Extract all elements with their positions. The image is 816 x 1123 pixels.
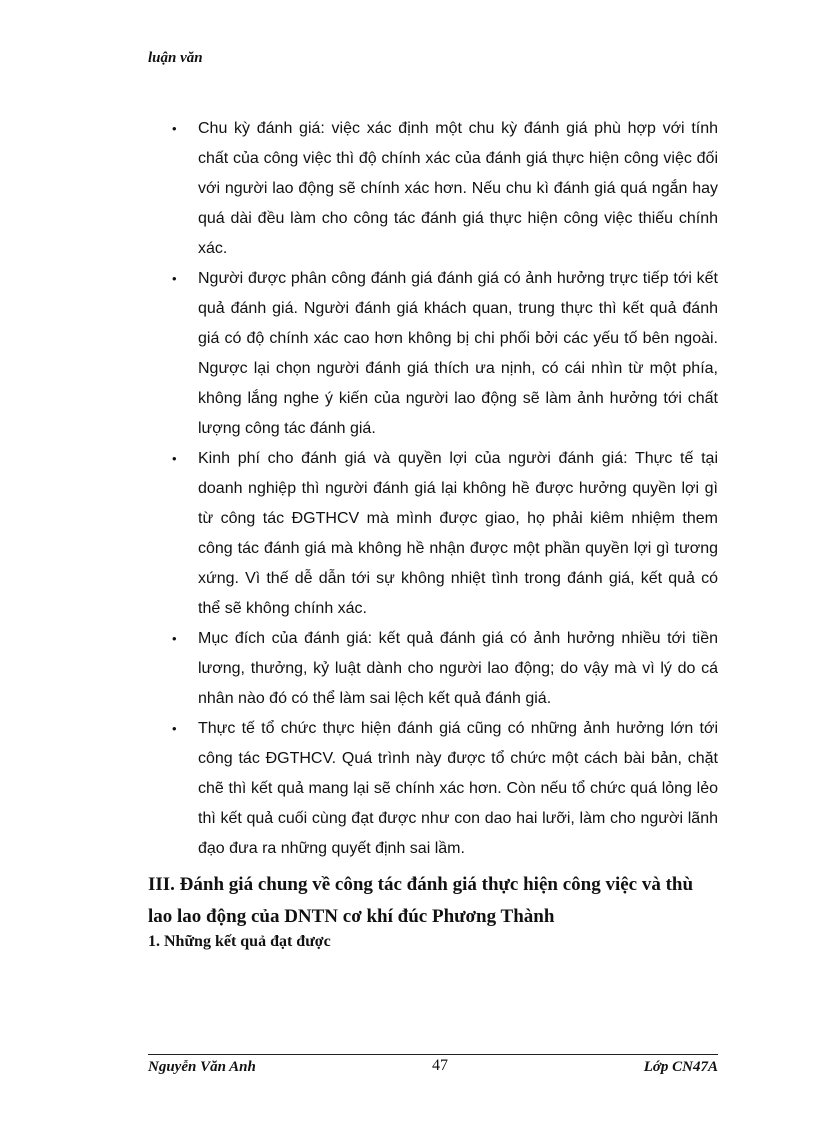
section-subheading: 1. Những kết quả đạt được [148,933,331,950]
list-item [170,444,718,624]
list-item-text: Người được phân công đánh giá đánh giá có ảnh hưởng trực tiếp tới kết quả đánh giá. Người đánh giá khách quan, trung thực thì kết quả đánh giá có độ chính xác cao hơn không bị chi phối bởi các yếu tố bên ngoài. Ngược lại chọn người đánh giá thích ưa nịnh, có cái nhìn từ một phía, không lắng nghe ý kiến của người lao động sẽ làm ảnh hưởng tới chất lượng công tác đánh giá. [198,270,718,437]
page-number: 47 [432,1057,448,1074]
bullet-icon: • [172,451,177,466]
footer-author: Nguyễn Văn Anh [148,1059,256,1075]
list-item [170,624,718,714]
list-item [170,264,718,444]
footer-divider [148,1054,718,1055]
list-item-text: Chu kỳ đánh giá: việc xác định một chu kỳ đánh giá phù hợp với tính chất của công việc thì độ chính xác của đánh giá thực hiện công việc đối với người lao động sẽ chính xác hơn. Nếu chu kì đánh giá quá ngắn hay quá dài đều làm cho công tác đánh giá thực hiện công việc thiếu chính xác. [198,120,718,257]
list-item-text: Thực tế tổ chức thực hiện đánh giá cũng có những ảnh hưởng lớn tới công tác ĐGTHCV. Quá trình này được tổ chức một cách bài bản, chặt chẽ thì kết quả mang lại sẽ chính xác hơn. Còn nếu tổ chức quá lỏng lẻo thì kết quả cuối cùng đạt được như con dao hai lưỡi, làm cho người lãnh đạo đưa ra những quyết định sai lầm. [198,720,718,857]
bullet-icon: • [172,631,177,646]
list-item-text: Mục đích của đánh giá: kết quả đánh giá có ảnh hưởng nhiều tới tiền lương, thưởng, kỷ luật dành cho người lao động; do vậy mà vì lý do cá nhân nào đó có thể làm sai lệch kết quả đánh giá. [198,630,718,707]
section-heading: III. Đánh giá chung về công tác đánh giá thực hiện công việc và thù lao lao động của DNTN cơ khí đúc Phương Thành [148,874,694,927]
page-header-title: luận văn [148,50,203,66]
footer-class: Lớp CN47A [643,1059,718,1075]
list-item-text: Kinh phí cho đánh giá và quyền lợi của người đánh giá: Thực tế tại doanh nghiệp thì người đánh giá lại không hề được hưởng quyền lợi gì từ công tác ĐGTHCV mà mình được giao, họ phải kiêm nhiệm them công tác đánh giá mà không hề nhận được một phần quyền lợi gì tương xứng. Vì thế dễ dẫn tới sự không nhiệt tình trong đánh giá, kết quả có thể sẽ không chính xác. [198,450,718,617]
bullet-icon: • [172,721,177,736]
bullet-list [170,114,718,864]
bullet-icon: • [172,121,177,136]
list-item [170,114,718,264]
bullet-icon: • [172,271,177,286]
list-item [170,714,718,864]
